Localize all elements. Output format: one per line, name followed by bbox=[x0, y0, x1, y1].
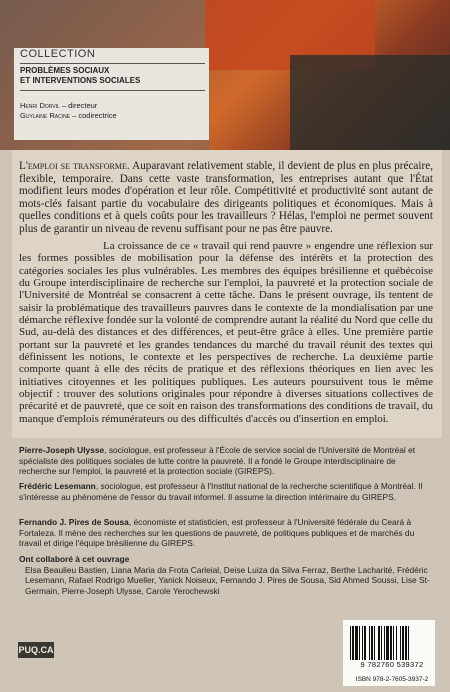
summary-paragraph: La croissance de ce « travail qui rend pauvre » engendre une réflexion sur les formes possibles de mobilisation pour la défense des intérêts et la protection des catégories sociales les plus vulnérables. Les membres des équipes brésilienne et québécoise du Groupe interdisciplinaire de recherche sur l'emploi, la pauvreté et la protection sociale de l'Université de Montréal se consacrent à cette tâche. Dans le présent ouvrage, ils tentent de saisir la problématique des travailleurs pauvres dans le contexte de la mondialisation par une démarche réflexive fondée sur la volonté de comprendre autant la réalité du Nord que celle du Sud, au-delà des distances et des différences, et peut-être grâce à elles. Une première partie portant sur la pauvreté et les grandes tendances du marché du travail réunit des textes qui définissent les notions, le contexte et les perspectives de recherche. La deuxième partie comporte quant à elle des récits de pratique et des réflexions théoriques en lien avec les initiatives citoyennes et les politiques publiques. Les auteurs poursuivent tous le même objectif : trouver des solutions originales pour répondre à diverses situations collectives de précarité et de pauvreté, que ce soit en raison des transformations des conditions de travail, du manque d'emplois rémunérateurs ou des difficultés d'accès ou d'insertion en emploi. bbox=[19, 240, 433, 425]
barcode-bar bbox=[400, 626, 401, 660]
barcode-bar bbox=[390, 626, 392, 660]
barcode-bar bbox=[355, 626, 358, 660]
divider bbox=[20, 90, 205, 91]
collaborators-section bbox=[19, 554, 433, 596]
barcode-bar bbox=[384, 626, 385, 660]
barcode-bar bbox=[369, 626, 370, 660]
codirector-name: Guylaine Racine bbox=[20, 111, 71, 120]
barcode-bar bbox=[386, 626, 389, 660]
barcode-bar bbox=[408, 626, 409, 660]
director-name: Henri Dorvil bbox=[20, 101, 60, 110]
director-line bbox=[20, 101, 117, 111]
barcode-icon bbox=[350, 626, 430, 660]
series-title bbox=[20, 66, 140, 86]
codirector-role: – codirectrice bbox=[70, 111, 117, 120]
intro-lead: L'emploi se transforme. bbox=[19, 160, 130, 172]
author-name: Fernando J. Pires de Sousa bbox=[19, 517, 129, 527]
author-description: , sociologue, est professeur à l'Institut national de la recherche scientifique à Montréal. Il s'intéresse au phénomène de l'essor du travail informel. Il assume la direction intérimaire du GIREPS. bbox=[19, 481, 423, 502]
barcode-bar bbox=[381, 626, 382, 660]
barcode-bar bbox=[378, 626, 380, 660]
publisher-logo[interactable]: PUQ.CA bbox=[18, 642, 54, 658]
summary-text bbox=[19, 240, 433, 425]
barcode-bar bbox=[371, 626, 373, 660]
divider bbox=[20, 63, 205, 64]
intro-text: Auparavant relativement stable, il devient de plus en plus précaire, flexible, temporaire. Dans cette vaste transformation, les entreprises autant que l'État modifient leurs modes d'opération et leur rôle. Compétitivité et productivité sont autant de mots-clés faisant partie du vocabulaire des dirigeants politiques et économiques. Mais à quelles conditions et à quels coûts pour les travailleurs ? Hélas, l'emploi ne permet souvent plus de garantir un niveau de revenu suffisant pour ne pas être pauvre. bbox=[19, 160, 433, 235]
director-role: – directeur bbox=[59, 101, 98, 110]
collection-label: COLLECTION bbox=[20, 48, 96, 60]
barcode-bar bbox=[396, 626, 397, 660]
author-name: Frédéric Lesemann bbox=[19, 481, 96, 491]
barcode-bar bbox=[359, 626, 360, 660]
barcode-bar bbox=[402, 626, 404, 660]
author-description: , économiste et statisticien, est professeur à l'Université fédérale du Ceará à Fortaleza. Il mène des recherches sur les questions de pauvreté, de politiques publiques et de marchés du travail et dirige l'équipe brésilienne du GIREPS. bbox=[19, 517, 415, 548]
barcode-bar bbox=[393, 626, 394, 660]
author-bio bbox=[19, 445, 433, 477]
series-directors bbox=[20, 101, 117, 121]
barcode-bar bbox=[374, 626, 375, 660]
codirector-line bbox=[20, 111, 117, 121]
author-description: , sociologue, est professeur à l'École de service social de l'Université de Montréal et spécialiste des politiques sociales de lutte contre la pauvreté. Il a fondé le Groupe interdisciplinaire de recherche sur l'emploi, la pauvreté et la protection sociale (GIREPS). bbox=[19, 445, 416, 476]
series-title-line: ET INTERVENTIONS SOCIALES bbox=[20, 76, 141, 85]
barcode-bar bbox=[362, 626, 363, 660]
barcode-bar bbox=[364, 626, 366, 660]
barcode-number: 9 782760 539372 bbox=[360, 660, 424, 669]
series-title-line: PROBLÈMES SOCIAUX bbox=[20, 66, 110, 75]
author-name: Pierre-Joseph Ulysse bbox=[19, 445, 105, 455]
barcode-bar bbox=[405, 626, 407, 660]
artwork-block bbox=[290, 55, 450, 150]
collection-panel bbox=[14, 48, 209, 140]
barcode-bar bbox=[350, 626, 351, 660]
author-bio bbox=[19, 517, 433, 549]
collaborators-list: Elsa Beaulieu Bastien, Liana Maria da Frota Carleial, Deise Luiza da Silva Ferraz, Berthe Lacharité, Frédéric Lesemann, Rafael Rodrigo Mueller, Yanick Noiseux, Fernando J. Pires de Sousa, Sid Ahmed Soussi, Lise St-Germain, Pierre-Joseph Ulysse, Carole Yerochewski bbox=[25, 564, 430, 596]
author-bio bbox=[19, 481, 433, 502]
barcode-bar bbox=[352, 626, 354, 660]
isbn: ISBN 978-2-7605-3937-2 bbox=[355, 676, 429, 683]
intro-paragraph bbox=[19, 160, 433, 236]
collaborators-title: Ont collaboré à cet ouvrage bbox=[19, 554, 130, 564]
